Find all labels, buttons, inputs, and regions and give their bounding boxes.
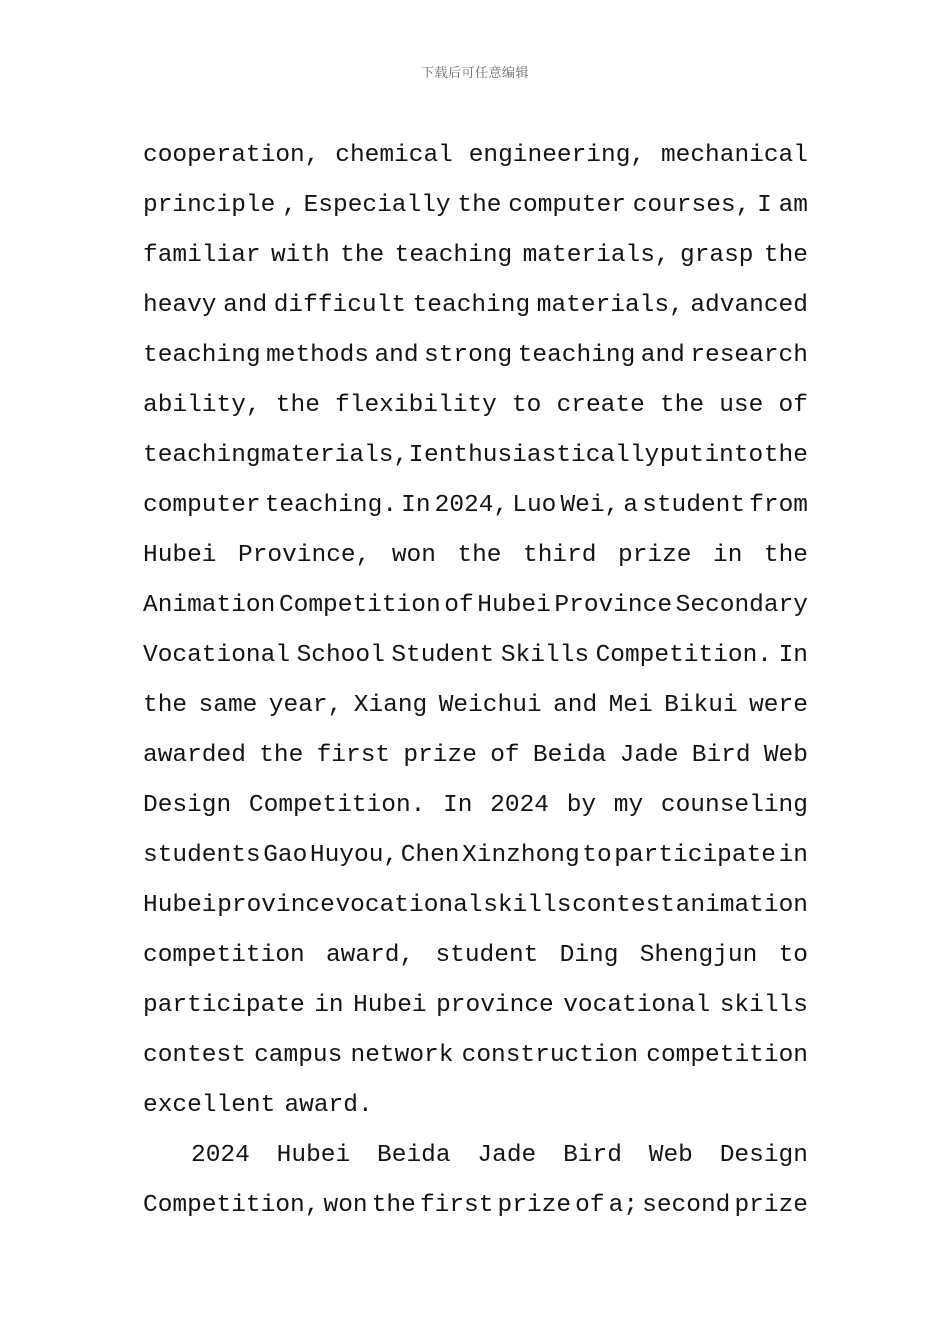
text-word: of bbox=[444, 591, 474, 619]
text-word: Chen bbox=[400, 841, 460, 869]
text-line bbox=[143, 480, 808, 530]
text-line bbox=[143, 1080, 808, 1130]
text-word: difficult bbox=[273, 291, 407, 319]
text-word: won bbox=[323, 1191, 368, 1219]
text-word: Shengjun bbox=[639, 941, 758, 969]
text-word: Mei bbox=[608, 691, 653, 719]
text-word: 2024 bbox=[490, 791, 549, 819]
text-word: network bbox=[350, 1041, 454, 1069]
text-word: Design bbox=[719, 1141, 808, 1169]
text-line bbox=[143, 530, 808, 580]
text-word: Animation bbox=[143, 591, 276, 619]
text-word: Web bbox=[648, 1141, 693, 1169]
text-word: third bbox=[523, 541, 597, 569]
text-word: , bbox=[282, 191, 297, 219]
text-word: Secondary bbox=[675, 591, 808, 619]
text-word: Hubei bbox=[276, 1141, 351, 1169]
text-word: the bbox=[763, 241, 808, 269]
text-word: and bbox=[374, 341, 419, 369]
text-word: the bbox=[340, 241, 385, 269]
text-word: Hubei bbox=[143, 541, 217, 569]
text-word: campus bbox=[254, 1041, 343, 1069]
text-word: Jade bbox=[619, 741, 679, 769]
text-word: construction bbox=[461, 1041, 639, 1069]
text-word: prize bbox=[497, 1191, 572, 1219]
text-word: In bbox=[778, 641, 808, 669]
text-word: skills bbox=[719, 991, 808, 1019]
text-word: the bbox=[763, 441, 808, 469]
text-word: Province, bbox=[238, 541, 371, 569]
text-word: In bbox=[443, 791, 473, 819]
text-word: first bbox=[316, 741, 391, 769]
text-word: prize bbox=[403, 741, 477, 769]
text-word: vocational bbox=[563, 991, 711, 1019]
text-word: my bbox=[613, 791, 644, 819]
text-word: vocational bbox=[335, 891, 483, 919]
text-word: heavy bbox=[143, 291, 217, 319]
text-word: participate bbox=[143, 991, 305, 1019]
text-word: Luo bbox=[512, 491, 557, 519]
text-line bbox=[143, 280, 808, 330]
text-word: Beida bbox=[377, 1141, 451, 1169]
text-line bbox=[143, 1130, 808, 1180]
text-word: teaching bbox=[517, 341, 636, 369]
text-word: of bbox=[575, 1191, 605, 1219]
text-word: to bbox=[511, 391, 542, 419]
text-word: to bbox=[582, 841, 612, 869]
text-word: won bbox=[391, 541, 436, 569]
text-word: research bbox=[690, 341, 808, 369]
text-word: Beida bbox=[532, 741, 607, 769]
text-word: teaching. bbox=[264, 491, 398, 519]
text-word: Skills bbox=[500, 641, 590, 669]
text-word: animation bbox=[675, 891, 808, 919]
text-word: chemical bbox=[335, 141, 453, 169]
text-word: Especially bbox=[303, 191, 451, 219]
text-word: from bbox=[749, 491, 808, 519]
text-word: strong bbox=[424, 341, 513, 369]
text-word: computer bbox=[508, 191, 626, 219]
text-line bbox=[143, 1030, 808, 1080]
text-line bbox=[143, 680, 808, 730]
text-word: year, bbox=[268, 691, 343, 719]
text-line bbox=[143, 330, 808, 380]
text-word: Wei, bbox=[560, 491, 620, 519]
text-line bbox=[143, 830, 808, 880]
text-word: of bbox=[490, 741, 520, 769]
text-word: materials, bbox=[536, 291, 684, 319]
text-word: student bbox=[642, 491, 746, 519]
text-line bbox=[143, 730, 808, 780]
text-line bbox=[143, 130, 808, 180]
text-word: counseling bbox=[660, 791, 808, 819]
text-word: Competition. bbox=[248, 791, 426, 819]
text-word: mechanical bbox=[660, 141, 808, 169]
text-line bbox=[143, 580, 808, 630]
text-word: in bbox=[713, 541, 743, 569]
text-word: second bbox=[642, 1191, 731, 1219]
page-running-header: 下载后可任意编辑 bbox=[420, 65, 529, 80]
text-word: province bbox=[436, 991, 554, 1019]
text-word: a bbox=[623, 491, 639, 519]
text-word: computer bbox=[143, 491, 261, 519]
text-word: the bbox=[259, 741, 304, 769]
document-body bbox=[143, 130, 808, 1230]
text-line bbox=[143, 930, 808, 980]
text-word: familiar bbox=[143, 241, 261, 269]
text-word: skills bbox=[483, 891, 572, 919]
text-word: materials, bbox=[522, 241, 670, 269]
text-word: Competition, bbox=[143, 1191, 320, 1219]
text-word: Xiang bbox=[353, 691, 428, 719]
text-word: Bird bbox=[563, 1141, 622, 1169]
text-word: Gao bbox=[263, 841, 308, 869]
text-word: the bbox=[143, 691, 188, 719]
text-word: participate bbox=[614, 841, 776, 869]
text-word: teaching bbox=[143, 341, 261, 369]
text-word: competition bbox=[143, 941, 305, 969]
text-word: the bbox=[457, 191, 502, 219]
text-word: Xinzhong bbox=[462, 841, 580, 869]
text-word: contest bbox=[572, 891, 675, 919]
text-word: into bbox=[704, 441, 764, 469]
text-word: award. bbox=[284, 1091, 373, 1119]
text-word: the bbox=[457, 541, 502, 569]
text-word: prize bbox=[734, 1191, 808, 1219]
text-word: Huyou, bbox=[309, 841, 399, 869]
text-word: courses, bbox=[632, 191, 751, 219]
text-word: 2024 bbox=[191, 1141, 250, 1169]
text-word: province bbox=[217, 891, 335, 919]
text-line bbox=[143, 380, 808, 430]
text-word: grasp bbox=[680, 241, 754, 269]
text-word: prize bbox=[618, 541, 692, 569]
text-word: the bbox=[371, 1191, 416, 1219]
text-word: create bbox=[556, 391, 645, 419]
text-word: Bird bbox=[691, 741, 751, 769]
text-word: 2024, bbox=[434, 491, 509, 519]
text-word: methods bbox=[266, 341, 369, 369]
text-word: Jade bbox=[477, 1141, 537, 1169]
text-word: Bikui bbox=[664, 691, 738, 719]
text-word: flexibility bbox=[335, 391, 497, 419]
text-word: same bbox=[198, 691, 258, 719]
text-word: Web bbox=[763, 741, 808, 769]
text-word: Hubei bbox=[353, 991, 427, 1019]
text-word: Province bbox=[554, 591, 673, 619]
text-word: Competition. bbox=[595, 641, 773, 669]
text-word: the bbox=[763, 541, 808, 569]
text-line bbox=[143, 430, 808, 480]
text-word: In bbox=[401, 491, 431, 519]
text-line bbox=[143, 630, 808, 680]
text-word: I bbox=[408, 441, 424, 469]
text-word: I bbox=[757, 191, 772, 219]
text-word: Design bbox=[143, 791, 232, 819]
text-word: School bbox=[296, 641, 385, 669]
text-word: teaching bbox=[394, 241, 513, 269]
text-word: with bbox=[270, 241, 330, 269]
text-word: award, bbox=[325, 941, 415, 969]
text-word: of bbox=[778, 391, 808, 419]
text-word: a; bbox=[608, 1191, 639, 1219]
text-word: Hubei bbox=[477, 591, 551, 619]
text-line bbox=[143, 230, 808, 280]
text-word: cooperation, bbox=[143, 141, 320, 169]
text-word: Weichui bbox=[438, 691, 542, 719]
text-word: put bbox=[659, 441, 704, 469]
text-word: and bbox=[640, 341, 685, 369]
text-word: teaching bbox=[143, 441, 261, 469]
text-word: enthusiastically bbox=[424, 441, 660, 469]
text-word: student bbox=[435, 941, 539, 969]
text-word: in bbox=[314, 991, 344, 1019]
text-word: first bbox=[419, 1191, 494, 1219]
text-word: were bbox=[749, 691, 808, 719]
text-line bbox=[143, 180, 808, 230]
text-word: Competition bbox=[278, 591, 441, 619]
text-word: Hubei bbox=[143, 891, 217, 919]
text-word: ability, bbox=[143, 391, 261, 419]
text-line bbox=[143, 980, 808, 1030]
text-word: the bbox=[659, 391, 705, 419]
text-word: advanced bbox=[690, 291, 808, 319]
text-word: competition bbox=[646, 1041, 808, 1069]
text-line bbox=[143, 880, 808, 930]
text-word: awarded bbox=[143, 741, 246, 769]
text-word: students bbox=[143, 841, 261, 869]
text-word: engineering, bbox=[468, 141, 646, 169]
text-word: principle bbox=[143, 191, 276, 219]
text-word: contest bbox=[143, 1041, 246, 1069]
text-word: and bbox=[223, 291, 268, 319]
text-line bbox=[143, 780, 808, 830]
text-word: by bbox=[566, 791, 597, 819]
text-line bbox=[143, 1180, 808, 1230]
text-word: teaching bbox=[412, 291, 531, 319]
text-word: to bbox=[778, 941, 808, 969]
text-word: am bbox=[778, 191, 808, 219]
text-word: use bbox=[719, 391, 764, 419]
text-word: Ding bbox=[559, 941, 619, 969]
text-word: Student bbox=[391, 641, 495, 669]
text-word: excellent bbox=[143, 1091, 276, 1119]
text-word: in bbox=[778, 841, 808, 869]
text-word: Vocational bbox=[143, 641, 291, 669]
text-word: and bbox=[553, 691, 598, 719]
text-word: the bbox=[275, 391, 320, 419]
text-word: materials, bbox=[261, 441, 409, 469]
